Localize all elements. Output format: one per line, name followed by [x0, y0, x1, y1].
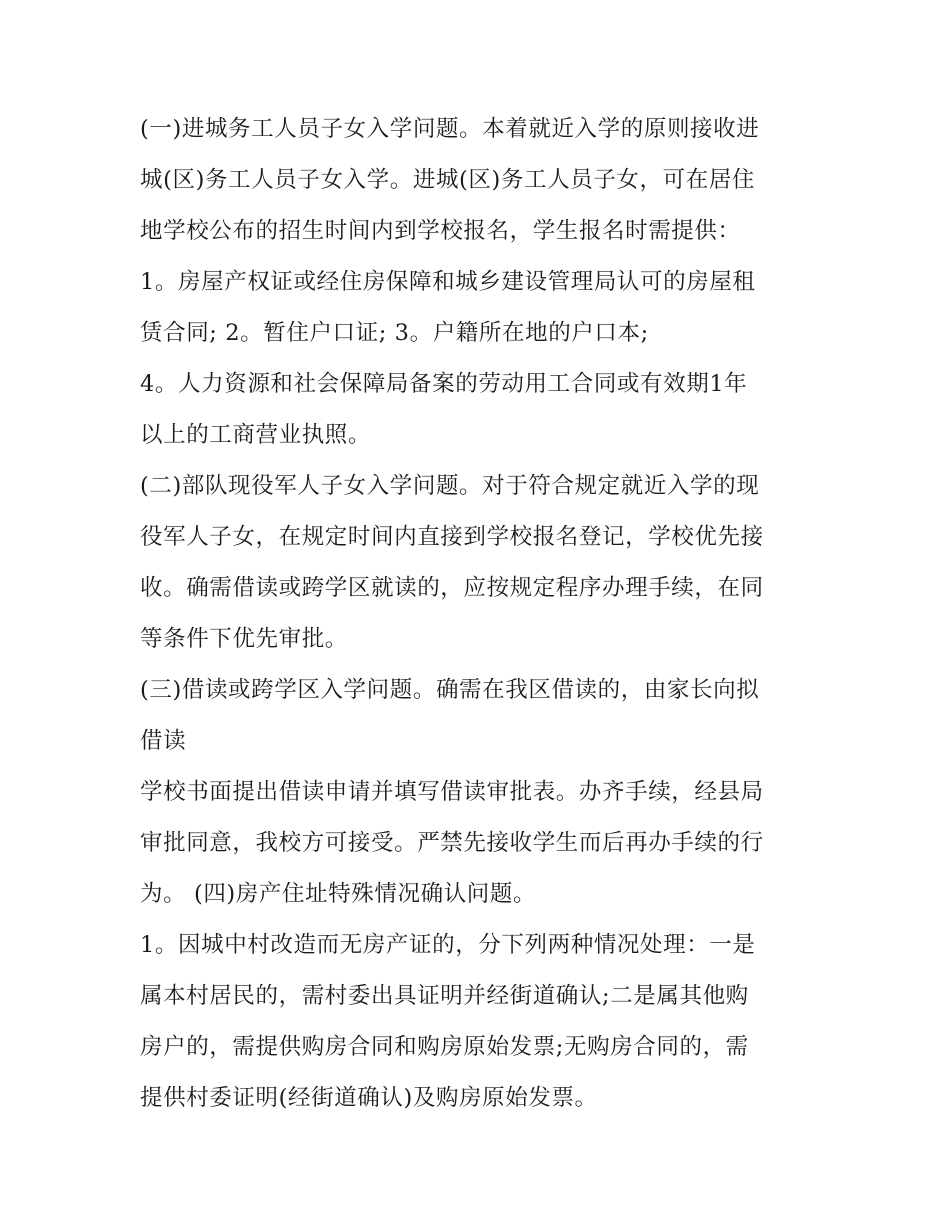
- text-line: 房户的，需提供购房合同和购房原始发票;无购房合同的，需: [140, 1034, 749, 1060]
- text-line: 借读: [140, 728, 187, 754]
- text-line: 为。 (四)房产住址特殊情况确认问题。: [140, 881, 537, 907]
- text-line: 以上的工商营业执照。: [140, 422, 372, 448]
- text-line: 赁合同; 2。暂住户口证; 3。户籍所在地的户口本;: [140, 320, 649, 346]
- text-line: (三)借读或跨学区入学问题。确需在我区借读的，由家长向拟: [140, 677, 760, 703]
- text-line: 1。房屋产权证或经住房保障和城乡建设管理局认可的房屋租: [140, 269, 756, 295]
- text-line: 审批同意，我校方可接受。严禁先接收学生而后再办手续的行: [140, 830, 764, 856]
- text-line: 收。确需借读或跨学区就读的，应按规定程序办理手续，在同: [140, 575, 764, 601]
- body-text: [140, 104, 830, 1124]
- text-line: 学校书面提出借读申请并填写借读审批表。办齐手续，经县局: [140, 779, 764, 805]
- text-line: 城(区)务工人员子女入学。进城(区)务工人员子女，可在居住: [140, 167, 756, 193]
- text-line: 1。因城中村改造而无房产证的，分下列两种情况处理：一是: [140, 932, 756, 958]
- text-line: 属本村居民的，需村委出具证明并经街道确认;二是属其他购: [140, 983, 749, 1009]
- text-line: 提供村委证明(经街道确认)及购房原始发票。: [140, 1085, 598, 1111]
- text-line: (二)部队现役军人子女入学问题。对于符合规定就近入学的现: [140, 473, 760, 499]
- text-line: 等条件下优先审批。: [140, 626, 348, 652]
- text-line: 役军人子女，在规定时间内直接到学校报名登记，学校优先接: [140, 524, 764, 550]
- text-line: 地学校公布的招生时间内到学校报名，学生报名时需提供：: [140, 218, 741, 244]
- text-line: (一)进城务工人员子女入学问题。本着就近入学的原则接收进: [140, 116, 760, 142]
- text-line: 4。人力资源和社会保障局备案的劳动用工合同或有效期1年: [140, 371, 748, 397]
